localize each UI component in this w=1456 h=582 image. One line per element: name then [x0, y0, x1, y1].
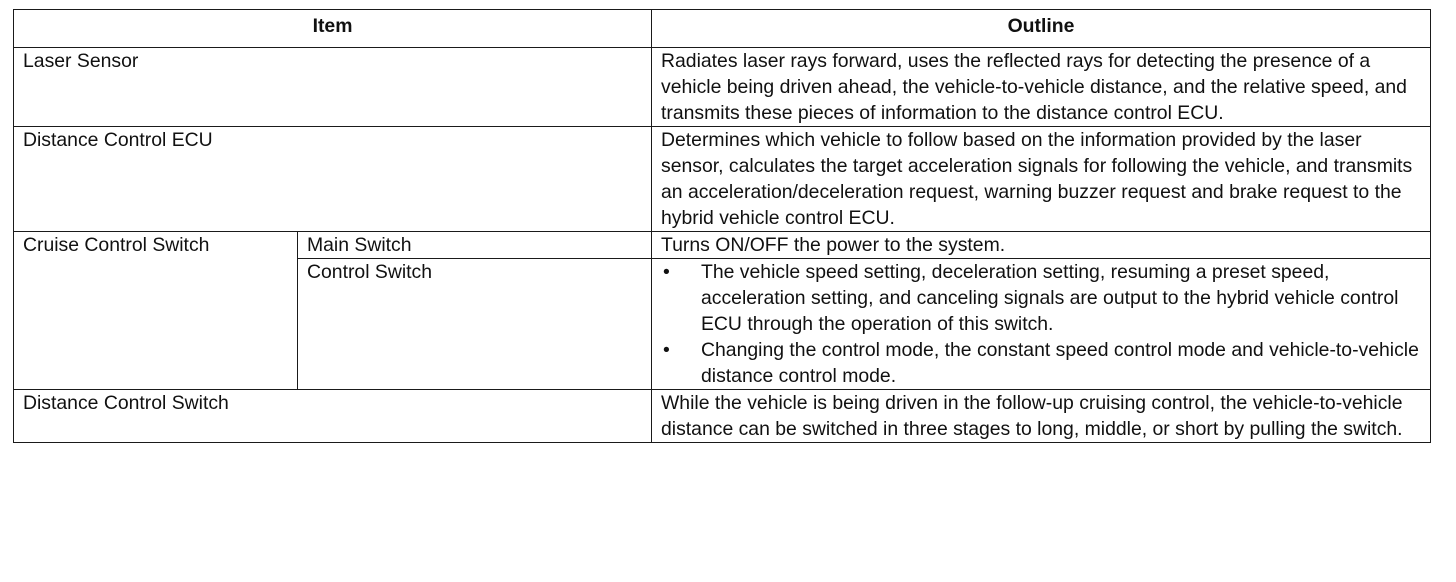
header-item: Item: [14, 10, 652, 48]
bullet-list: [661, 259, 1421, 389]
bullet-icon: •: [663, 339, 670, 361]
list-item: [661, 259, 1421, 337]
subitem-main-switch: Main Switch: [298, 232, 652, 259]
outline-distance-control-ecu: Determines which vehicle to follow based on the information provided by the laser sensor, calculates the target acceleration signals for following the vehicle, and transmits an acceleration/deceleration request, warning buzzer request and brake request to the hybrid vehicle control ECU.: [652, 127, 1431, 232]
item-laser-sensor: Laser Sensor: [14, 48, 652, 127]
outline-laser-sensor: Radiates laser rays forward, uses the reflected rays for detecting the presence of a vehicle being driven ahead, the vehicle-to-vehicle distance, and the relative speed, and transmits these pieces of information to the distance control ECU.: [652, 48, 1431, 127]
outline-main-switch: Turns ON/OFF the power to the system.: [652, 232, 1431, 259]
table-row: [14, 48, 1431, 127]
header-outline: Outline: [652, 10, 1431, 48]
item-distance-control-ecu: Distance Control ECU: [14, 127, 652, 232]
table-row: [14, 232, 1431, 259]
bullet-text: Changing the control mode, the constant speed control mode and vehicle-to-vehicle distance control mode.: [701, 339, 1419, 387]
table-row: [14, 127, 1431, 232]
outline-distance-control-switch: While the vehicle is being driven in the follow-up cruising control, the vehicle-to-vehicle distance can be switched in three stages to long, middle, or short by pulling the switch.: [652, 390, 1431, 443]
item-cruise-control-switch: Cruise Control Switch: [14, 232, 298, 390]
table-row: [14, 390, 1431, 443]
outline-control-switch: [652, 259, 1431, 390]
subitem-control-switch: Control Switch: [298, 259, 652, 390]
header-row: [14, 10, 1431, 48]
item-distance-control-switch: Distance Control Switch: [14, 390, 652, 443]
bullet-icon: •: [663, 261, 670, 283]
spec-table: [13, 9, 1431, 443]
list-item: [661, 337, 1421, 389]
bullet-text: The vehicle speed setting, deceleration setting, resuming a preset speed, acceleration setting, and canceling signals are output to the hybrid vehicle control ECU through the operation of this switch.: [701, 261, 1399, 335]
